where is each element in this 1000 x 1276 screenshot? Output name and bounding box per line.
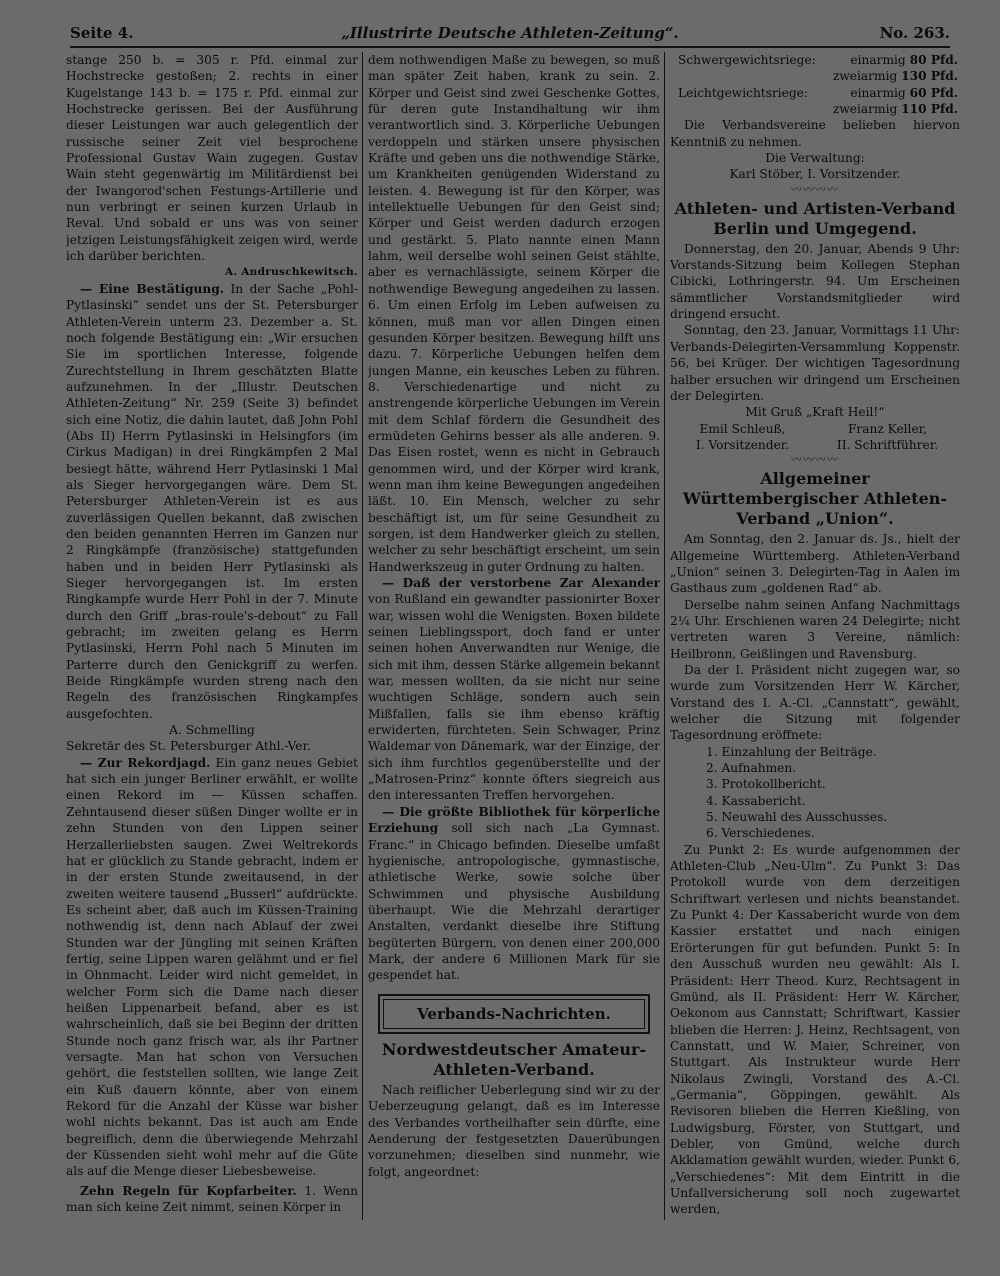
article-rekordjagd — [66, 755, 358, 1180]
column-3 — [670, 52, 960, 1222]
article-body: Ein ganz neues Gebiet hat sich ein junger Berliner erwählt, er wollte einen Rekord im — Küssen schaffen. Zehntausend dieser süßen Dinger wollte er in zehn Stunden von den Lippen seiner Herzallerliebsten saugen. Zwei Weltrekords hat er glücklich zu Stande gebracht, indem er in der ersten Stunde zweitausend, in der zweiten weitere tausend „Busserl“ aufdrückte. Es scheint aber, daß auch im Küssen-Training nothwendig ist, denn nach Ablauf der zwei Stunden war der Jüngling mit seinen Kräften fertig, seine Lippen waren gelähmt und er fiel in Ohnmacht. Leider wird nicht gemeldet, in welcher Form sich die Dame nach dieser heißen Lippenarbeit befand, aber es ist wahrscheinlich, daß sie bei Beginn der dritten Stunde noch ganz frisch war, als ihr Partner versagte. Man hat schon von Versuchen gehört, die feststellen sollten, wie lange Zeit ein Kuß dauern könnte, aber von einem Rekord für die Anzahl der Küsse war bisher wohl nichts bekannt. Das ist auch am Ende begreiflich, denn die überwiegende Mehrzahl der Küssenden sieht wohl mehr auf die Güte als auf die Menge dieser Liebesbeweise. — [66, 755, 358, 1179]
issue-number: No. 263. — [879, 24, 950, 42]
weight-class-label: Schwergewichtsriege: — [678, 53, 816, 67]
column-1 — [66, 52, 358, 1222]
signature-roles — [670, 437, 960, 453]
column-divider — [362, 52, 363, 1220]
signer-role: II. Schriftführer. — [836, 437, 939, 452]
signer-name: Franz Keller, — [847, 421, 928, 436]
weight-mode: einarmig — [850, 85, 906, 100]
agenda-item: 4. Kassabericht. — [706, 793, 806, 808]
article-zar-alexander — [368, 575, 660, 804]
agenda-item: 3. Protokollbericht. — [706, 777, 826, 792]
signer-name: Emil Schleuß, — [699, 421, 786, 436]
article-heading: — Daß der verstorbene Zar Alexander — [382, 576, 660, 590]
article-bestaetigung — [66, 281, 358, 722]
column-2 — [368, 52, 660, 1222]
weight-class-label: Leichtgewichtsriege: — [678, 85, 809, 100]
weight-mode: zweiarmig — [832, 69, 898, 84]
ornament-divider: 〰〰〰〰 — [791, 453, 839, 467]
article-bibliothek — [368, 804, 660, 984]
newspaper-title: „Illustrirte Deutsche Athleten-Zeitung“. — [341, 24, 679, 42]
weight-value: 110 Pfd. — [901, 102, 958, 117]
weight-value: 80 Pfd. — [909, 53, 958, 67]
notice-text: Sonntag, den 23. Januar, Vormittags 11 Uhr: Verbands-Delegirten-Versammlung Koppenstr. 56, bei Krüger. Der wichtigen Tagesordnung halber ersuchen wir dringend um Erscheinen der Delegirten. — [670, 323, 960, 403]
signer-role: I. Vorsitzender. — [695, 437, 790, 452]
weight-row — [670, 68, 960, 84]
article-heading: — Zur Rekordjagd. — [80, 755, 211, 770]
greeting: Mit Gruß „Kraft Heil!“ — [745, 405, 885, 420]
report-text: Am Sonntag, den 2. Januar ds. Js., hielt der Allgemeine Württemberg. Athleten-Verband „Union“ seinen 3. Delegirten-Tag in Aalen im Gasthaus zum „goldenen Rad“ ab. — [670, 532, 960, 596]
article-body: von Rußland ein gewandter passionirter Boxer war, wissen wohl die Wenigsten. Boxen bildete seinen Lieblingssport, doch fand er unter seinen hohen Anverwandten nur Wenige, die sich mit ihm, dessen Stärke allgemein bekannt war, messen wollten, da sie nicht nur seine wuchtigen Schläge, sondern auch sein Mißfallen, falls sie ihm ebenso kräftig erwiderten, fürchteten. Sein Schwager, Prinz Waldemar von Dänemark, war der Einzige, der sich ihm furchtlos gegenüberstellte und der „Matrosen-Prinz“ konnte öfters siegreich aus den interessanten Treffen hervorgehen. — [368, 592, 660, 803]
agenda-list — [670, 744, 960, 842]
article-heading: — Eine Bestätigung. — [80, 281, 225, 296]
signature-name: Karl Stöber, I. Vorsitzender. — [729, 167, 901, 182]
article-zehn-regeln — [66, 1183, 358, 1216]
report-text: Derselbe nahm seinen Anfang Nachmittags 2¼ Uhr. Erschienen waren 24 Delegirte; nicht vertreten waren 3 Vereine, nämlich: Heilbronn, Geißlingen und Ravensburg. — [670, 597, 960, 661]
heading-wuerttemberg-verband: Allgemeiner Württembergischer Athleten-Verband „Union“. — [682, 469, 948, 529]
weight-value: 60 Pfd. — [909, 85, 958, 100]
heading-nordwestdeutscher-verband: Nordwestdeutscher Amateur-Athleten-Verband. — [381, 1039, 647, 1079]
article-body: soll sich nach „La Gymnast. Franc.“ in Chicago befinden. Dieselbe umfaßt hygienische, antropologische, gymnastische, athletische Werke, sowie solche über Schwimmen und physische Ausbildung überhaupt. Wie die Mehrzahl derartiger Anstalten, verdankt dieselbe ihre Stiftung begüterten Bürgern, von denen einer 200,000 Mark, der andere 6 Millionen Mark für sie gespendet hat. — [368, 821, 660, 983]
article-body: Nach reiflicher Ueberlegung sind wir zu der Ueberzeugung gelangt, daß es im Interesse des Verbandes vortheilhafter sein dürfte, eine Aenderung der festgesetzten Dauerübungen vorzunehmen; dieselben sind nunmehr, wie folgt, angeordnet: — [368, 1082, 660, 1179]
ornament-divider: 〰〰〰〰 — [791, 182, 839, 196]
weight-row — [670, 101, 960, 117]
signature-title: Sekretär des St. Petersburger Athl.-Ver. — [66, 739, 311, 754]
notice-text: Donnerstag, den 20. Januar, Abends 9 Uhr: Vorstands-Sitzung beim Kollegen Stephan Cibicki, Lothringerstr. 94. Um Erscheinen sämmtlicher Vorstandsmitglieder wird dringend ersucht. — [670, 241, 960, 322]
article-continuation: stange 250 b. = 305 r. Pfd. einmal zur Hochstrecke gestoßen; 2. rechts in einer Kugelstange 143 b. = 175 r. Pfd. einmal zur Hochstrecke gerissen. Bei der Ausführung dieser Leistungen war auch gelegentlich der russische seiner Zeit viel besprochene Professional Gustav Wain zugegen. Gustav Wain steht gegenwärtig im Militärdienst bei der Iwangorod'schen Festungs-Artillerie und nun verbringt er seinen kurzen Urlaub in Reval. Und sobald er uns was von seiner jetzigen Leistungsfähigkeit zeigen wird, werde ich darüber berichten. — [66, 53, 358, 264]
article-heading: — Die größte Bibliothek für körperliche Erziehung — [368, 804, 660, 836]
article-heading: Zehn Regeln für Kopfarbeiter. — [80, 1183, 297, 1198]
weight-mode: einarmig — [850, 53, 906, 67]
agenda-item: 1. Einzahlung der Beiträge. — [706, 744, 877, 759]
signature-heading: Die Verwaltung: — [765, 151, 865, 166]
page-number-label: Seite 4. — [70, 24, 134, 42]
weight-value: 130 Pfd. — [901, 69, 958, 84]
agenda-item: 5. Neuwahl des Ausschusses. — [706, 810, 888, 825]
agenda-item: 6. Verschiedenes. — [706, 826, 815, 841]
section-title-verbands-nachrichten: Verbands-Nachrichten. — [383, 999, 645, 1029]
signature-name: A. Schmelling — [169, 723, 255, 738]
author-signature: A. Andruschkewitsch. — [224, 266, 358, 279]
section-box — [378, 994, 650, 1034]
report-text: Zu Punkt 2: Es wurde aufgenommen der Athleten-Club „Neu-Ulm“. Zu Punkt 3: Das Protokoll wurde von dem derzeitigen Schriftwart verlesen und nichts beanstandet. Zu Punkt 4: Der Kassabericht wurde von dem Kassier erstattet und nach einigen Erörterungen für gut befunden. Punkt 5: In den Ausschuß wurden neu gewählt: Als I. Präsident: Herr Theod. Kurz, Rechtsagent in Gmünd, als II. Präsident: Herr W. Kärcher, Oekonom aus Cannstatt; Schriftwart, Kassier blieben die Herren: J. Heinz, Rechtsagent, von Cannstatt, und W. Maier, Schreiner, von Stuttgart. Als Instrukteur wurde Herr Nikolaus Zwingli, Vorstand des A.-Cl. „Germania“, Göppingen, gewählt. Als Revisoren blieben die Herren Kießling, von Ludwigsburg, Förster, von Stuttgart, und Debler, von Gmünd, welche durch Akklamation gewählt wurden, wieder. Punkt 6, „Verschiedenes“: Mit dem Eintritt in die Unfallversicherung soll noch zugewartet werden, — [670, 842, 960, 1217]
weight-row — [670, 52, 960, 68]
signature-names — [670, 421, 960, 437]
weight-mode: zweiarmig — [832, 102, 898, 117]
notice-text: Die Verbandsvereine belieben hiervon Kenntniß zu nehmen. — [670, 118, 960, 149]
report-text: Da der I. Präsident nicht zugegen war, so wurde zum Vorsitzenden Herr W. Kärcher, Vorstand des I. A.-Cl. „Cannstatt“, gewählt, welcher die Sitzung mit folgender Tagesordnung eröffnete: — [670, 662, 960, 743]
article-body: 1. Wenn man sich keine Zeit nimmt, seinen Körper in — [66, 1183, 358, 1215]
heading-berlin-verband: Athleten- und Artisten-Verband Berlin und Umgegend. — [674, 198, 956, 238]
agenda-item: 2. Aufnahmen. — [706, 761, 797, 776]
article-body: In der Sache „Pohl-Pytlasinski“ sendet uns der St. Petersburger Athleten-Verein unterm 23. Dezember a. St. noch folgende Bestätigung ein: „Wir ersuchen Sie im sportlichen Interesse, folgende Zurechtstellung in Ihrem geschätzten Blatte aufzunehmen. In der „Illustr. Deutschen Athleten-Zeitung“ Nr. 259 (Seite 3) befindet sich eine Notiz, die dahin lautet, daß John Pohl (Abs II) Herrn Pytlasinski in Helsingfors (im Cirkus Madigan) in drei Ringkämpfen 2 Mal besiegt hätte, während Herr Pytlasinski 1 Mal als Sieger hervorgegangen wäre. Dem St. Petersburger Athleten-Verein ist es aus zuverlässigen Quellen bekannt, daß zwischen den beiden genannten Herren im Ganzen nur 2 Ringkämpfe (französische) stattgefunden haben und in beiden Herr Pytlasinski als Sieger hervorgegangen ist. Im ersten Ringkampfe wurde Herr Pohl in der 7. Minute durch den Griff „bras-roule's-debout“ zu Fall gebracht; im zweiten gelang es Herrn Pytlasinski, Herrn Pohl nach 5 Minuten im Parterre durch den Genickgriff zu werfen. Beide Ringkämpfe wurden streng nach den Regeln des französischen Ringkampfes ausgefochten. — [66, 281, 358, 721]
column-divider — [664, 52, 665, 1220]
weight-row — [670, 85, 960, 101]
article-continuation: dem nothwendigen Maße zu bewegen, so muß man später Zeit haben, krank zu sein. 2. Körper und Geist sind zwei Geschenke Gottes, für deren gute Instandhaltung wir ihm verantwortlich sind. 3. Körperliche Uebungen verdoppeln und stärken unsere physischen Kräfte und geben uns die nothwendige Stärke, um Krankheiten genügenden Widerstand zu leisten. 4. Bewegung ist für den Körper, was intellektuelle Uebungen für den Geist sind; Körper und Geist werden dadurch erzogen und gestärkt. 5. Plato nannte einen Mann lahm, weil derselbe wohl seinen Geist stählte, aber es vernachlässigte, seinem Körper die nothwendige Bewegung angedeihen zu lassen. 6. Um einen Erfolg im Leben aufweisen zu können, muß man vor allen Dingen einen gesunden Körper besitzen. Bewegung hilft uns dazu. 7. Körperliche Uebungen helfen dem jungen Manne, ein keusches Leben zu führen. 8. Verschiedenartige und nicht zu anstrengende körperliche Uebungen im Verein mit dem Schlaf fördern die Gesundheit des ermüdeten Gehirns besser als alle anderen. 9. Das Eisen rostet, wenn es nicht in Gebrauch genommen wird, und der Körper wird krank, wenn man ihm keine Bewegungen angedeihen läßt. 10. Ein Mensch, welcher zu sehr beschäftigt ist, um für seine Gesundheit zu sorgen, ist dem Handwerker gleich zu stellen, welcher zu sehr beschäftigt erscheint, um sein Handwerkszeug in guter Ordnung zu halten. — [368, 53, 660, 574]
page-header — [70, 22, 950, 48]
